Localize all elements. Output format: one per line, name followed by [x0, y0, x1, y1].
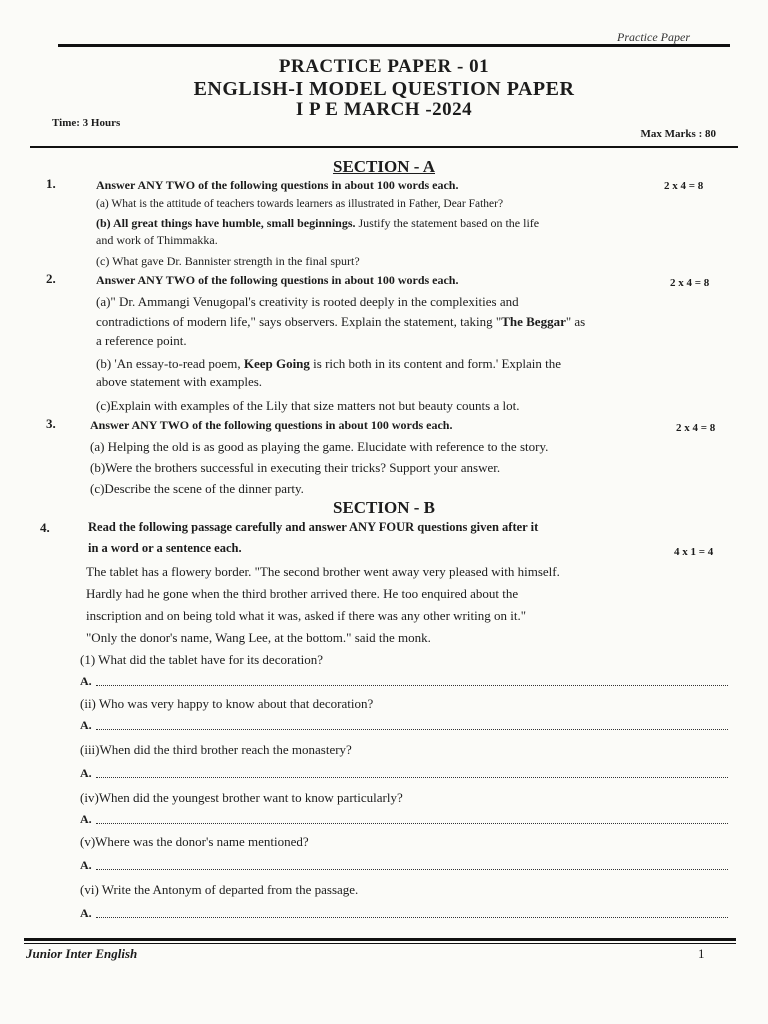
question-number: 1.	[46, 176, 56, 191]
answer-line[interactable]: A.	[80, 718, 728, 733]
question-number: 3.	[46, 416, 56, 431]
comprehension-question: (vi) Write the Antonym of departed from the passage.	[80, 882, 359, 897]
page-number: 1	[698, 946, 705, 961]
question-instruction: Read the following passage carefully and answer ANY FOUR questions given after it	[88, 520, 539, 534]
answer-line[interactable]: A.	[80, 812, 728, 827]
question-part-continued: contradictions of modern life," says observers. Explain the statement, taking "The Beggar" as	[96, 314, 586, 329]
question-marks: 4 x 1 = 4	[674, 546, 714, 558]
comprehension-question: (iii)When did the third brother reach the monastery?	[80, 742, 352, 757]
question-part: (c) What gave Dr. Bannister strength in the final spurt?	[96, 254, 360, 268]
question-number: 2.	[46, 271, 56, 286]
answer-line[interactable]: A.	[80, 906, 728, 921]
answer-line[interactable]: A.	[80, 858, 728, 873]
comprehension-question: (ii) Who was very happy to know about that decoration?	[80, 696, 374, 711]
practice-paper-tag: Practice Paper	[617, 30, 690, 44]
top-rule	[58, 44, 730, 47]
question-part: (a) What is the attitude of teachers towards learners as illustrated in Father, Dear Father?	[96, 198, 504, 210]
max-marks: Max Marks : 80	[640, 128, 716, 140]
passage-line: "Only the donor's name, Wang Lee, at the bottom." said the monk.	[86, 630, 431, 645]
section-b-heading: SECTION - B	[332, 498, 436, 517]
question-marks: 2 x 4 = 8	[664, 180, 704, 192]
section-a-heading: SECTION - A	[332, 157, 436, 176]
question-part: (a) Helping the old is as good as playing the game. Elucidate with reference to the story.	[90, 439, 549, 454]
passage-line: The tablet has a flowery border. "The second brother went away very pleased with himself.	[86, 564, 560, 579]
footer-rule	[24, 938, 736, 941]
question-part-continued: a reference point.	[96, 333, 187, 348]
question-instruction-continued: in a word or a sentence each.	[88, 541, 242, 555]
comprehension-question: (iv)When did the youngest brother want to know particularly?	[80, 790, 403, 805]
question-instruction: Answer ANY TWO of the following questions in about 100 words each.	[90, 418, 453, 432]
time-allowed: Time: 3 Hours	[52, 117, 121, 129]
question-part: (b)Were the brothers successful in executing their tricks? Support your answer.	[90, 460, 501, 475]
question-marks: 2 x 4 = 8	[676, 422, 716, 434]
question-instruction: Answer ANY TWO of the following questions in about 100 words each.	[96, 273, 459, 287]
footer-rule-thin	[24, 943, 736, 944]
passage-line: inscription and on being told what it was, asked if there was any other writing on it."	[86, 608, 526, 623]
header-rule	[30, 146, 738, 148]
question-part: (a)" Dr. Ammangi Venugopal's creativity is rooted deeply in the complexities and	[96, 294, 519, 309]
question-part: (b) 'An essay-to-read poem, Keep Going is rich both in its content and form.' Explain the	[96, 356, 562, 371]
question-part: (c)Describe the scene of the dinner party.	[90, 481, 304, 496]
comprehension-question: (1) What did the tablet have for its decoration?	[80, 652, 324, 667]
question-part: (b) All great things have humble, small beginnings. Justify the statement based on the life	[96, 216, 540, 230]
exam-session: I P E MARCH -2024	[295, 99, 473, 120]
passage-line: Hardly had he gone when the third brother arrived there. He too enquired about the	[86, 586, 519, 601]
answer-line[interactable]: A.	[80, 674, 728, 689]
comprehension-question: (v)Where was the donor's name mentioned?	[80, 834, 309, 849]
paper-subtitle: ENGLISH-I MODEL QUESTION PAPER	[193, 78, 575, 100]
answer-line[interactable]: A.	[80, 766, 728, 781]
question-number: 4.	[40, 520, 50, 535]
question-part: (c)Explain with examples of the Lily that size matters not but beauty counts a lot.	[96, 398, 520, 413]
question-part-continued: above statement with examples.	[96, 374, 263, 389]
question-instruction: Answer ANY TWO of the following questions in about 100 words each.	[96, 178, 459, 192]
footer-course-name: Junior Inter English	[26, 946, 138, 961]
question-part-continued: and work of Thimmakka.	[96, 233, 218, 247]
paper-title: PRACTICE PAPER - 01	[278, 56, 490, 77]
question-marks: 2 x 4 = 8	[670, 277, 710, 289]
